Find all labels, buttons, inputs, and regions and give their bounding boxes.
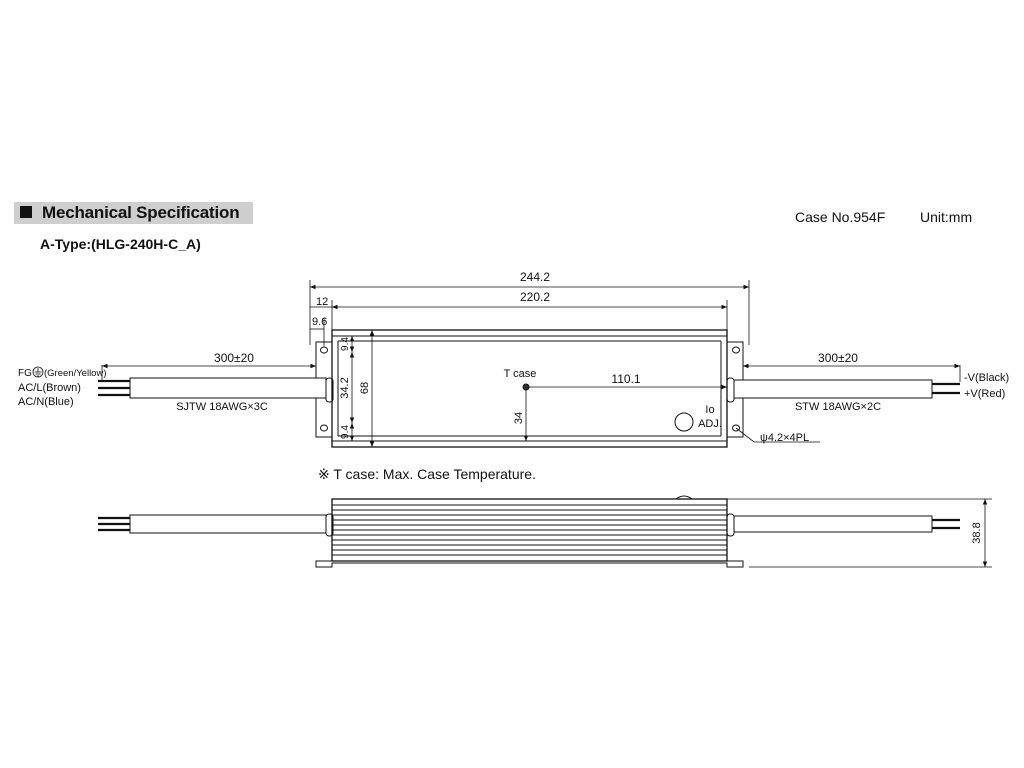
dim-height-total: 68 bbox=[359, 381, 371, 395]
output-cable bbox=[734, 380, 932, 398]
fg-color-label: (Green/Yellow) bbox=[44, 368, 107, 379]
mount-hole bbox=[733, 347, 740, 353]
input-cable bbox=[130, 378, 326, 398]
tcase-label: T case bbox=[503, 368, 537, 380]
mount-hole bbox=[321, 347, 328, 353]
dim-hole-top: 9.4 bbox=[340, 337, 351, 351]
io-adjust-knob bbox=[675, 413, 693, 431]
right-gland bbox=[727, 378, 734, 402]
side-dimensions bbox=[727, 499, 992, 567]
section-title: Mechanical Specification bbox=[42, 203, 240, 222]
dim-hole-offset: 9.6 bbox=[312, 316, 328, 328]
input-cable-spec: SJTW 18AWG×3C bbox=[176, 401, 268, 413]
side-right-gland bbox=[727, 514, 734, 536]
unit-label: Unit:mm bbox=[920, 209, 973, 225]
side-view bbox=[98, 496, 960, 567]
case-number: Case No.954F bbox=[795, 209, 886, 225]
v-plus-label: +V(Red) bbox=[964, 388, 1006, 400]
case-body bbox=[332, 330, 727, 447]
tcase-note: ※ T case: Max. Case Temperature. bbox=[318, 466, 536, 482]
fg-label bbox=[18, 368, 32, 379]
mount-hole bbox=[321, 425, 328, 431]
output-cable-spec: STW 18AWG×2C bbox=[794, 401, 882, 413]
acn-label: AC/N(Blue) bbox=[18, 396, 74, 408]
side-output-cable bbox=[734, 516, 932, 532]
dim-flange: 12 bbox=[316, 296, 329, 308]
model-type-label: A-Type:(HLG-240H-C_A) bbox=[40, 236, 201, 252]
side-input-cable bbox=[130, 515, 326, 533]
dim-total-length: 244.2 bbox=[519, 270, 551, 284]
hole-spec: ψ4.2×4PL bbox=[760, 432, 810, 444]
acl-label: AC/L(Brown) bbox=[18, 382, 81, 394]
dim-tcase-y: 34 bbox=[513, 411, 525, 425]
dim-body-length: 220.2 bbox=[519, 290, 551, 304]
ground-icon bbox=[33, 367, 43, 377]
dim-tcase-x: 110.1 bbox=[611, 372, 641, 386]
v-minus-label: -V(Black) bbox=[964, 372, 1010, 384]
dim-hole-bottom: 9.4 bbox=[340, 425, 351, 439]
dim-cable-left: 300±20 bbox=[214, 351, 254, 365]
io-label: Io bbox=[705, 404, 715, 416]
dim-depth: 38.8 bbox=[971, 522, 983, 544]
fg-text: FG bbox=[18, 368, 32, 379]
adj-label: ADJ. bbox=[698, 418, 722, 430]
side-flange bbox=[316, 561, 743, 567]
dim-height-inner: 34.2 bbox=[339, 377, 351, 399]
top-view bbox=[98, 330, 960, 447]
dim-cable-right: 300±20 bbox=[818, 351, 858, 365]
